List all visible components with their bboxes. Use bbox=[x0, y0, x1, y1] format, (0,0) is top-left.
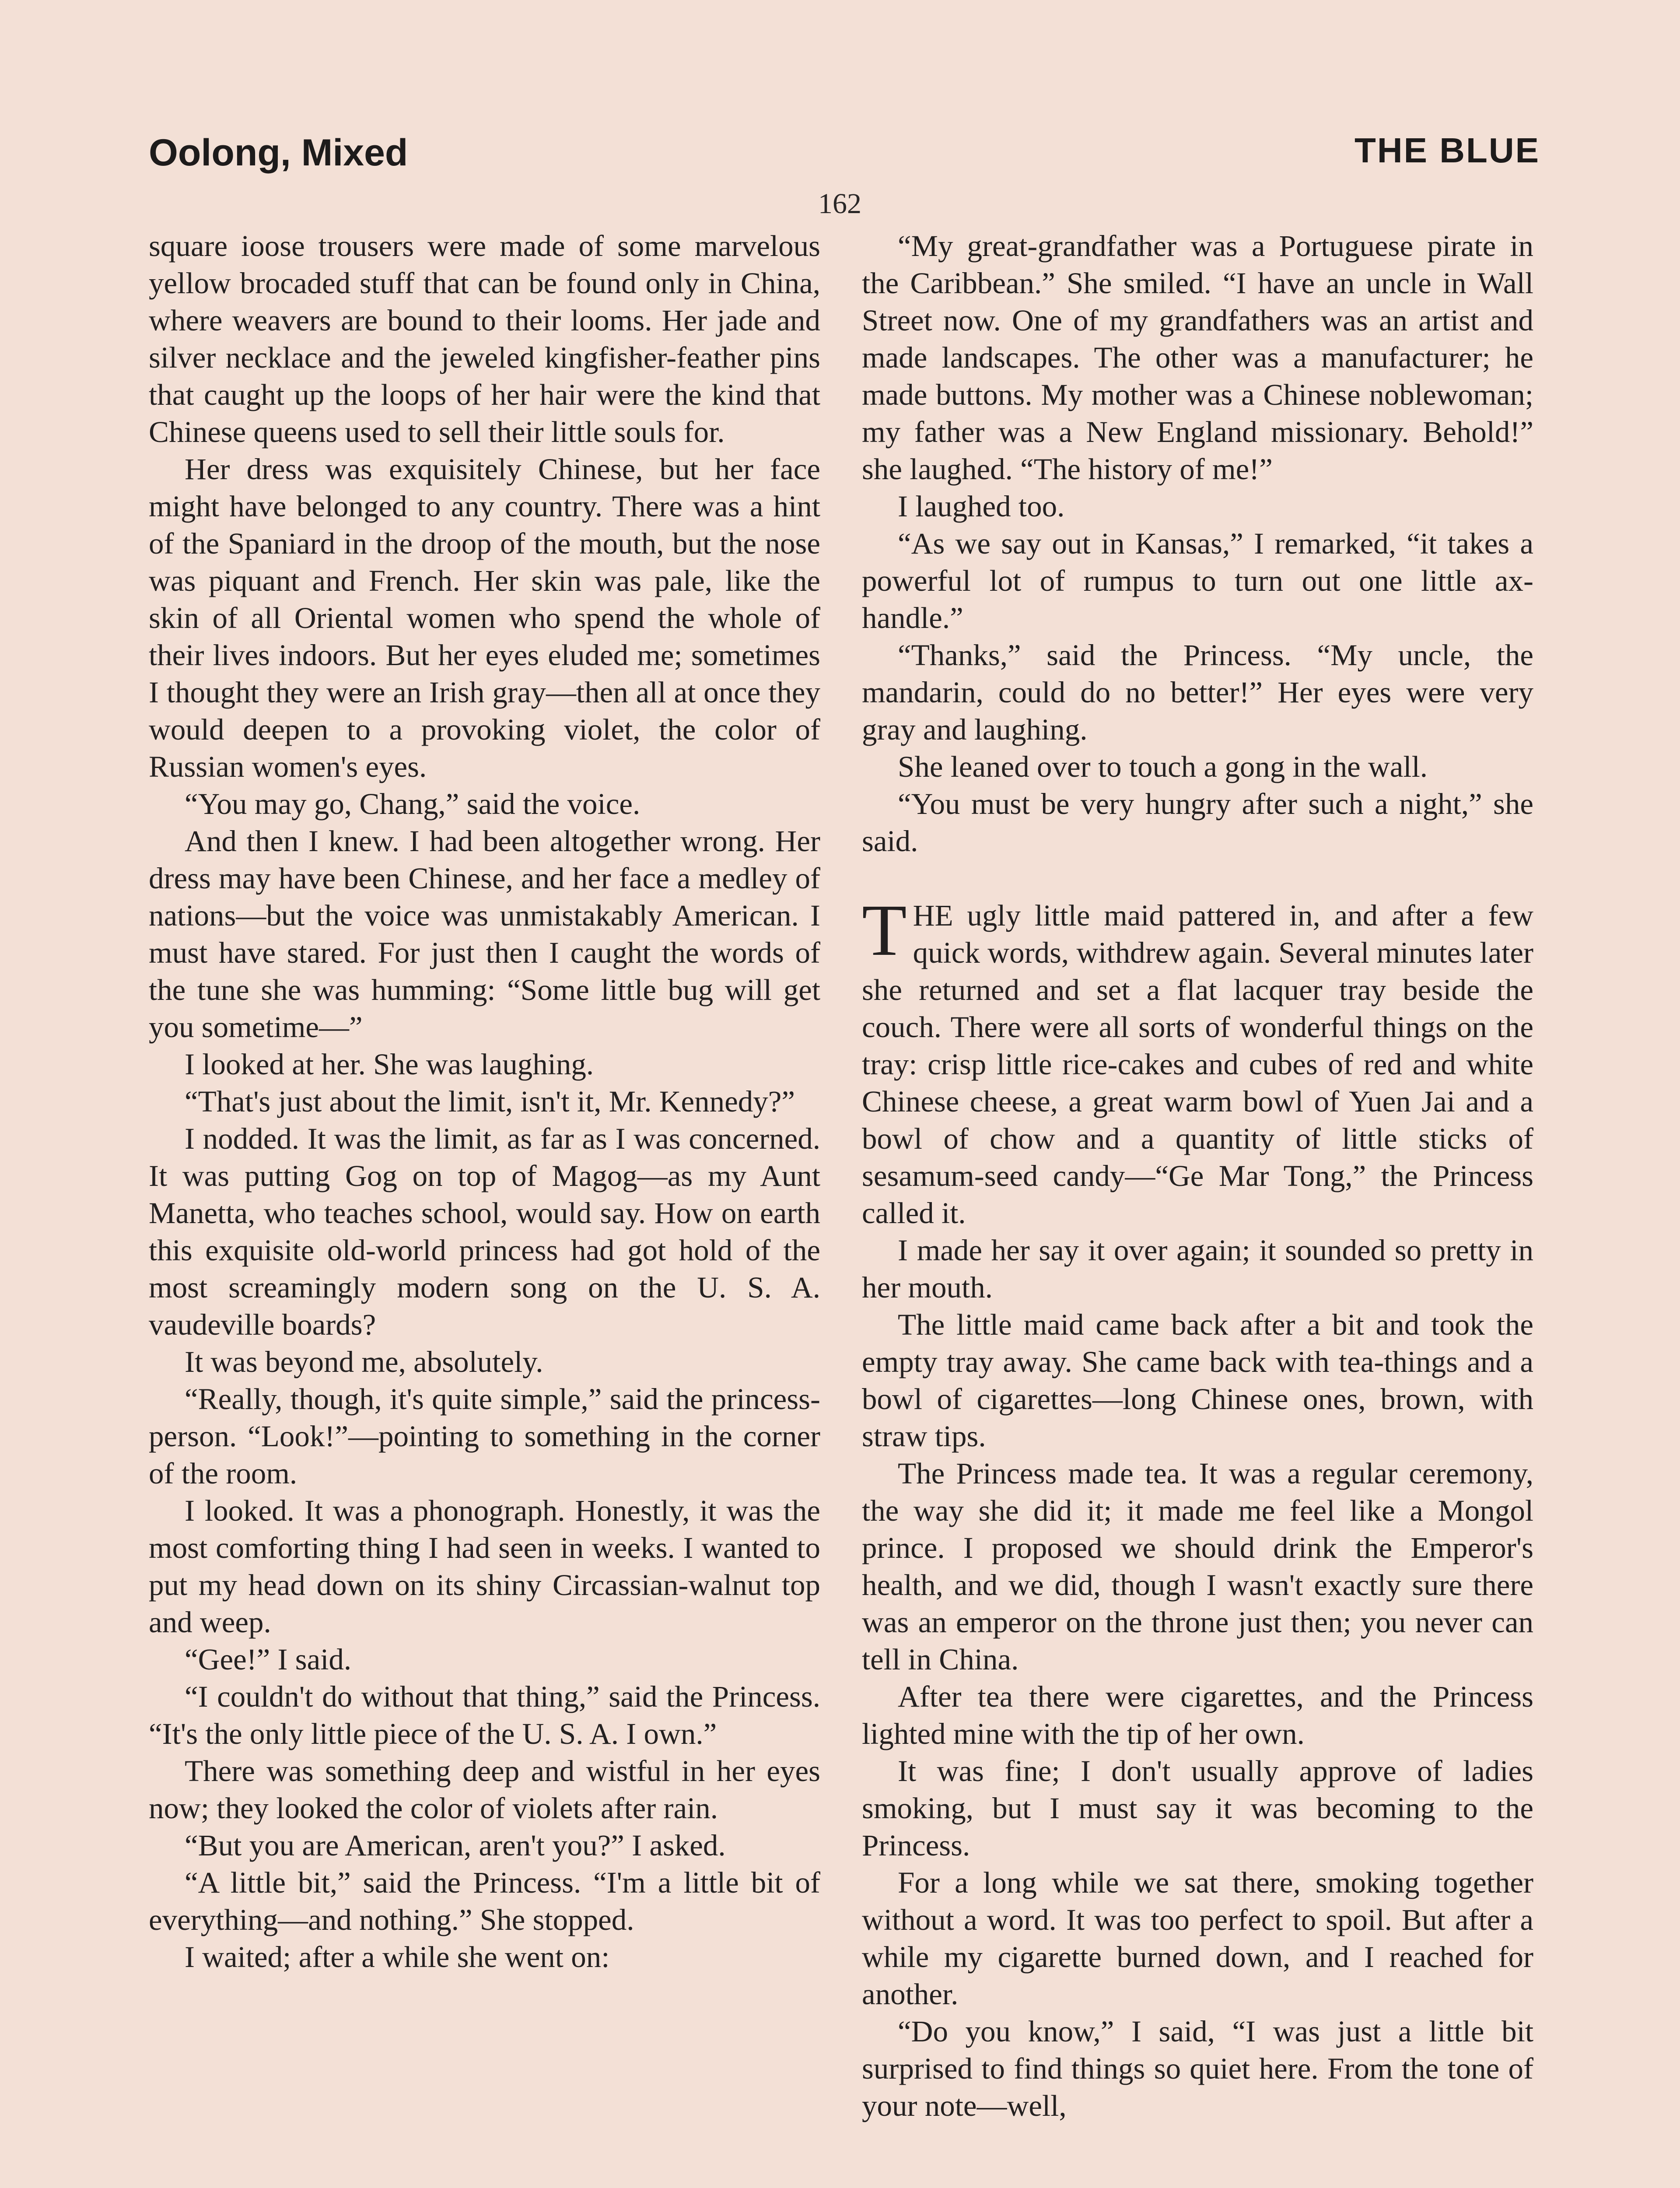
paragraph: I made her say it over again; it sounded so pretty in her mouth. bbox=[862, 1234, 1533, 1304]
paragraph: “Do you know,” I said, “I was just a little bit surprised to find things so quiet here. From the tone of your note—well, bbox=[862, 2015, 1533, 2122]
paragraph: “As we say out in Kansas,” I remarked, “it takes a powerful lot of rumpus to turn out one little ax-handle.” bbox=[862, 527, 1533, 635]
paragraph: “Gee!” I said. bbox=[185, 1643, 352, 1676]
drop-cap: T bbox=[862, 890, 907, 971]
paragraph: I looked at her. She was laughing. bbox=[185, 1048, 594, 1081]
paragraph: “You must be very hungry after such a night,” she said. bbox=[862, 787, 1533, 858]
paragraph: It was fine; I don't usually approve of ladies smoking, but I must say it was becoming to the Princess. bbox=[862, 1754, 1533, 1862]
paragraph: It was beyond me, absolutely. bbox=[185, 1345, 543, 1378]
paragraph: And then I knew. I had been altogether wrong. Her dress may have been Chinese, and her face a medley of nations—but the voice was unmistakably American. I must have stared. For just then I caught the words of the tune she was humming: “Some little bug will get you sometime—” bbox=[149, 824, 820, 1044]
paragraph: Her dress was exquisitely Chinese, but her face might have belonged to any country. There was a hint of the Spaniard in the droop of the mouth, but the nose was piquant and French. Her skin was pale, like the skin of all Oriental women who spend the whole of their lives indoors. But her eyes eluded me; sometimes I thought they were an Irish gray—then all at once they would deepen to a provoking violet, the color of Russian women's eyes. bbox=[149, 452, 820, 783]
paragraph: “A little bit,” said the Princess. “I'm a little bit of everything—and nothing.” She stopped. bbox=[149, 1866, 820, 1936]
paragraph: “My great-grandfather was a Portuguese pirate in the Caribbean.” She smiled. “I have an uncle in Wall Street now. One of my grandfathers was an artist and made landscapes. The other was a manufacturer; he made buttons. My mother was a Chinese noblewoman; my father was a New England missionary. Behold!” she laughed. “The history of me!” bbox=[862, 229, 1533, 486]
paragraph: I looked. It was a phonograph. Honestly, it was the most comforting thing I had seen in weeks. I wanted to put my head down on its shiny Circassian-walnut top and weep. bbox=[149, 1494, 820, 1639]
paragraph: She leaned over to touch a gong in the wall. bbox=[898, 750, 1428, 783]
magazine-title: THE BLUE bbox=[1354, 131, 1540, 170]
paragraph: After tea there were cigarettes, and the Princess lighted mine with the tip of her own. bbox=[862, 1680, 1533, 1750]
paragraph: There was something deep and wistful in her eyes now; they looked the color of violets after rain. bbox=[149, 1754, 820, 1825]
paragraph: The Princess made tea. It was a regular ceremony, the way she did it; it made me feel like a Mongol prince. I proposed we should drink the Emperor's health, and we did, though I wasn't exactly sure there was an emperor on the throne just then; you never can tell in China. bbox=[862, 1457, 1533, 1676]
page-number: 162 bbox=[818, 188, 861, 220]
paragraph: “I couldn't do without that thing,” said the Princess. “It's the only little piece of the U. S. A. I own.” bbox=[149, 1680, 820, 1750]
section-opening-paragraph bbox=[862, 890, 1533, 1232]
paragraph: “Really, though, it's quite simple,” said the princess-person. “Look!”—pointing to something in the corner of the room. bbox=[149, 1382, 820, 1490]
paragraph: square ioose trousers were made of some marvelous yellow brocaded stuff that can be found only in China, where weavers are bound to their looms. Her jade and silver necklace and the jeweled kingfisher-feather pins that caught up the loops of her hair were the kind that Chinese queens used to sell their little souls for. bbox=[149, 229, 820, 449]
paragraph: I nodded. It was the limit, as far as I was concerned. It was putting Gog on top of Magog—as my Aunt Manetta, who teaches school, would say. How on earth this exquisite old-world princess had got hold of the most screamingly modern song on the U. S. A. vaudeville boards? bbox=[149, 1122, 820, 1341]
paragraph: “You may go, Chang,” said the voice. bbox=[185, 787, 640, 820]
paragraph: I waited; after a while she went on: bbox=[185, 1940, 610, 1974]
story-title: Oolong, Mixed bbox=[149, 132, 408, 174]
paragraph: The little maid came back after a bit and took the empty tray away. She came back with tea-things and a bowl of cigarettes—long Chinese ones, brown, with straw tips. bbox=[862, 1308, 1533, 1453]
paragraph: “That's just about the limit, isn't it, Mr. Kennedy?” bbox=[185, 1085, 795, 1118]
section-opening-text: HE ugly little maid pattered in, and after a few quick words, withdrew again. Several minutes later she returned and set a flat lacquer tray beside the couch. There were all sorts of wonderful things on the tray: crisp little rice-cakes and cubes of red and white Chinese cheese, a great warm bowl of Yuen Jai and a bowl of chow and a quantity of little sticks of sesamum-seed candy—“Ge Mar Tong,” the Princess called it. bbox=[862, 899, 1533, 1230]
right-column bbox=[862, 228, 1533, 2125]
paragraph: For a long while we sat there, smoking together without a word. It was too perfect to spoil. But after a while my cigarette burned down, and I reached for another. bbox=[862, 1866, 1533, 2011]
paragraph: “But you are American, aren't you?” I asked. bbox=[185, 1829, 726, 1862]
paragraph: I laughed too. bbox=[898, 490, 1065, 523]
left-column bbox=[149, 228, 820, 1976]
paragraph: “Thanks,” said the Princess. “My uncle, the mandarin, could do no better!” Her eyes were very gray and laughing. bbox=[862, 638, 1533, 746]
